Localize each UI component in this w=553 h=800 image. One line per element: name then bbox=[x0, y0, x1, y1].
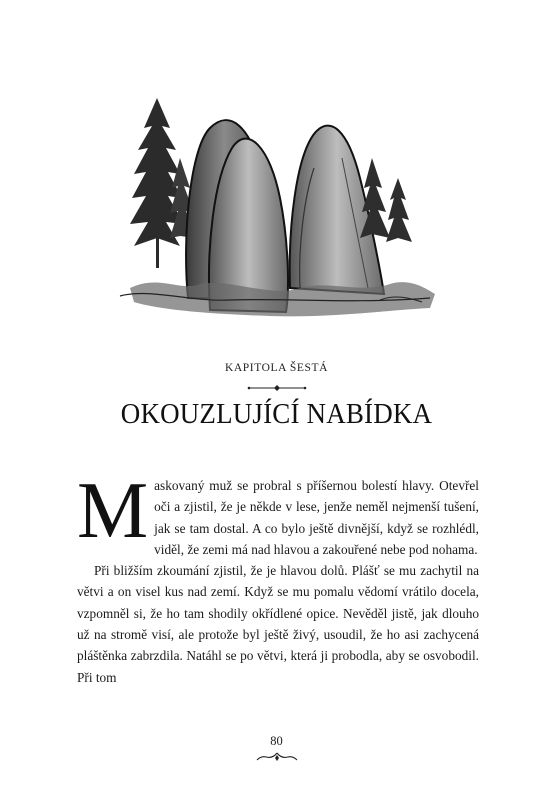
chapter-label: KAPITOLA ŠESTÁ bbox=[224, 362, 329, 374]
body-text bbox=[77, 467, 479, 688]
paragraph-1-text: askovaný muž se probral s příšernou bolestí hlavy. Otevřel oči a zjistil, že je někde v lese, jenže neměl nejmenší tušení, jak se tam dostal. A co bylo ještě divnější, když se rozhlédl, viděl, že zemi má nad hlavou a zakouřené nebe pod nohama. bbox=[154, 478, 479, 557]
paragraph-1 bbox=[77, 467, 479, 560]
title-ornament-icon bbox=[246, 384, 308, 392]
paragraph-2: Při bližším zkoumání zjistil, že je hlavou dolů. Plášť se mu zachytil na větvi a on visel kus nad zemí. Když se mu pomalu vědomí vrátilo docela, vzpomněl si, že ho tam shodily okřídlené opice. Nevěděl jistě, jak dlouho už na stromě visí, ale protože byl ještě živý, usoudil, že ho asi zachycená pláštěnka zabrzdila. Natáhl se po větvi, která ji probodla, aby se osvobodil. Při tom bbox=[77, 563, 479, 685]
page-number: 80 bbox=[270, 734, 283, 748]
footer-ornament-icon bbox=[254, 752, 300, 762]
chapter-title: OKOUZLUJÍCÍ NABÍDKA bbox=[120, 398, 433, 430]
drop-cap: M bbox=[77, 467, 149, 555]
rock-pillars-illustration bbox=[110, 88, 440, 328]
